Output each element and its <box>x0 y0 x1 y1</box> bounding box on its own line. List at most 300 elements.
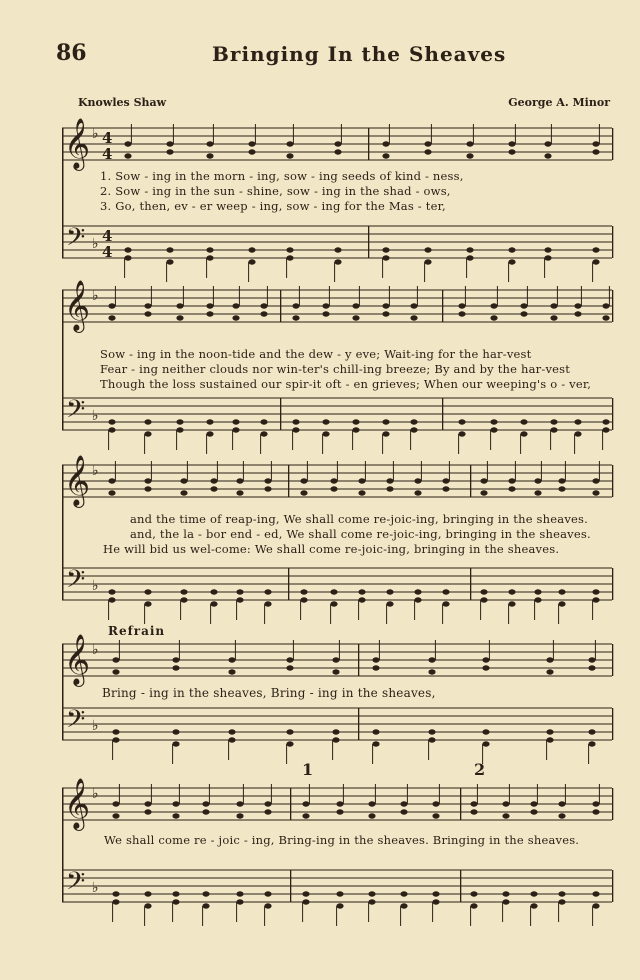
note-head <box>546 737 553 742</box>
note-head <box>144 311 151 316</box>
note-head <box>410 303 417 308</box>
note-head <box>180 597 187 602</box>
treble-clef-icon: 𝄞 <box>64 280 91 331</box>
note-head <box>502 899 509 904</box>
note-head <box>534 589 541 594</box>
note-head <box>358 478 365 483</box>
note-head <box>508 259 515 264</box>
note-head <box>466 153 473 158</box>
note-head <box>228 737 235 742</box>
note-head <box>424 149 431 154</box>
note-head <box>458 431 465 436</box>
bass-clef-icon: 𝄢 <box>66 395 86 430</box>
note-head <box>574 431 581 436</box>
note-head <box>414 478 421 483</box>
note-head <box>176 419 183 424</box>
note-head <box>558 486 565 491</box>
lyricist-credit: Knowles Shaw <box>78 96 167 109</box>
note-head <box>410 419 417 424</box>
note-head <box>470 903 477 908</box>
barline <box>280 398 281 430</box>
verse-3-line-2: Though the loss sustained our spir-it oft - en grieves; When our weeping's o - ver, <box>100 377 592 391</box>
note-head <box>530 903 537 908</box>
note-head <box>172 729 179 734</box>
barline <box>288 465 289 497</box>
note-head <box>574 303 581 308</box>
flat-sign-icon: ♭ <box>92 236 99 252</box>
note-head <box>400 801 407 806</box>
note-head <box>286 141 293 146</box>
note-head <box>112 737 119 742</box>
note-head <box>382 419 389 424</box>
note-head <box>292 419 299 424</box>
barline <box>612 290 613 322</box>
note-head <box>442 601 449 606</box>
treble-clef-icon: 𝄞 <box>64 118 91 169</box>
refrain-line-2: We shall come re - joic - ing, Bring-ing in the sheaves. Bringing in the sheaves. <box>104 833 580 847</box>
note-head <box>372 729 379 734</box>
flat-sign-icon: ♭ <box>92 880 99 896</box>
note-head <box>302 813 309 818</box>
note-head <box>544 247 551 252</box>
note-head <box>480 478 487 483</box>
note-head <box>358 589 365 594</box>
note-head <box>172 899 179 904</box>
note-head <box>544 153 551 158</box>
barline <box>460 788 461 820</box>
treble-clef-icon: 𝄞 <box>64 455 91 506</box>
note-head <box>530 809 537 814</box>
note-head <box>330 486 337 491</box>
note-head <box>144 601 151 606</box>
note-head <box>602 303 609 308</box>
note-head <box>480 589 487 594</box>
note-head <box>508 247 515 252</box>
note-head <box>508 486 515 491</box>
note-head <box>180 490 187 495</box>
note-head <box>592 259 599 264</box>
note-head <box>236 597 243 602</box>
note-head <box>124 153 131 158</box>
note-head <box>144 303 151 308</box>
note-head <box>166 149 173 154</box>
note-head <box>368 899 375 904</box>
note-head <box>428 657 435 662</box>
note-head <box>228 657 235 662</box>
note-head <box>330 601 337 606</box>
note-head <box>558 801 565 806</box>
note-head <box>172 657 179 662</box>
note-head <box>382 247 389 252</box>
treble-clef-icon: 𝄞 <box>64 778 91 829</box>
refrain-label: Refrain <box>108 624 166 638</box>
note-head <box>588 729 595 734</box>
note-head <box>144 809 151 814</box>
note-head <box>232 315 239 320</box>
note-head <box>442 589 449 594</box>
note-head <box>428 729 435 734</box>
note-head <box>210 601 217 606</box>
note-head <box>502 891 509 896</box>
note-head <box>264 601 271 606</box>
note-head <box>206 247 213 252</box>
note-head <box>172 801 179 806</box>
note-head <box>232 419 239 424</box>
note-head <box>108 427 115 432</box>
note-head <box>172 891 179 896</box>
note-head <box>286 741 293 746</box>
barline <box>470 568 471 600</box>
bass-clef-icon: 𝄢 <box>66 223 86 258</box>
note-head <box>334 141 341 146</box>
note-head <box>352 419 359 424</box>
note-head <box>358 490 365 495</box>
note-head <box>546 669 553 674</box>
note-head <box>592 597 599 602</box>
note-head <box>592 247 599 252</box>
flat-sign-icon: ♭ <box>92 786 99 802</box>
note-head <box>176 427 183 432</box>
barline <box>288 568 289 600</box>
note-head <box>508 478 515 483</box>
note-head <box>206 303 213 308</box>
note-head <box>300 589 307 594</box>
barline <box>612 128 613 160</box>
note-head <box>330 478 337 483</box>
note-head <box>428 669 435 674</box>
note-head <box>530 801 537 806</box>
note-head <box>382 303 389 308</box>
note-head <box>210 486 217 491</box>
note-head <box>334 259 341 264</box>
note-head <box>108 315 115 320</box>
note-head <box>386 589 393 594</box>
verse-1-line-1: 1. Sow - ing in the morn - ing, sow - ing seeds of kind - ness, <box>100 169 464 183</box>
note-head <box>466 141 473 146</box>
note-head <box>144 419 151 424</box>
note-head <box>358 597 365 602</box>
note-head <box>206 153 213 158</box>
note-head <box>550 419 557 424</box>
note-head <box>112 669 119 674</box>
note-head <box>264 809 271 814</box>
note-head <box>108 478 115 483</box>
note-head <box>480 597 487 602</box>
note-head <box>144 801 151 806</box>
barline <box>368 128 369 160</box>
note-head <box>424 259 431 264</box>
note-head <box>108 490 115 495</box>
time-signature-top: 4 <box>102 227 113 245</box>
note-head <box>124 247 131 252</box>
note-head <box>574 311 581 316</box>
note-head <box>236 490 243 495</box>
note-head <box>300 478 307 483</box>
barline <box>280 290 281 322</box>
note-head <box>432 801 439 806</box>
barline <box>358 708 359 740</box>
note-head <box>382 141 389 146</box>
note-head <box>236 899 243 904</box>
note-head <box>332 657 339 662</box>
note-head <box>322 431 329 436</box>
barline <box>612 644 613 676</box>
note-head <box>166 141 173 146</box>
flat-sign-icon: ♭ <box>92 126 99 142</box>
barline <box>442 398 443 430</box>
note-head <box>458 303 465 308</box>
note-head <box>322 419 329 424</box>
note-head <box>382 255 389 260</box>
barline <box>612 708 613 740</box>
note-head <box>382 431 389 436</box>
note-head <box>108 597 115 602</box>
flat-sign-icon: ♭ <box>92 408 99 424</box>
note-head <box>372 665 379 670</box>
note-head <box>424 247 431 252</box>
note-head <box>470 891 477 896</box>
note-head <box>232 427 239 432</box>
note-head <box>228 729 235 734</box>
note-head <box>544 255 551 260</box>
note-head <box>260 419 267 424</box>
verse-3-line-1: 3. Go, then, ev - er weep - ing, sow - ing for the Mas - ter, <box>100 199 446 213</box>
note-head <box>264 486 271 491</box>
note-head <box>248 247 255 252</box>
bass-clef-icon: 𝄢 <box>66 867 86 902</box>
composer-credit: George A. Minor <box>508 96 610 109</box>
note-head <box>442 486 449 491</box>
note-head <box>550 427 557 432</box>
note-head <box>144 486 151 491</box>
note-head <box>336 891 343 896</box>
note-head <box>180 589 187 594</box>
note-head <box>592 589 599 594</box>
note-head <box>482 729 489 734</box>
note-head <box>236 813 243 818</box>
note-head <box>300 597 307 602</box>
note-head <box>144 431 151 436</box>
note-head <box>466 247 473 252</box>
note-head <box>302 801 309 806</box>
note-head <box>260 431 267 436</box>
note-head <box>112 891 119 896</box>
note-head <box>558 478 565 483</box>
barline <box>290 870 291 902</box>
note-head <box>172 741 179 746</box>
note-head <box>210 478 217 483</box>
note-head <box>520 311 527 316</box>
note-head <box>558 899 565 904</box>
note-head <box>490 303 497 308</box>
note-head <box>302 891 309 896</box>
note-head <box>530 891 537 896</box>
note-head <box>228 669 235 674</box>
verse-2-line-1: 2. Sow - ing in the sun - shine, sow - ing in the shad - ows, <box>100 184 451 198</box>
first-ending-mark: 1 <box>302 760 314 779</box>
note-head <box>592 801 599 806</box>
barline <box>470 465 471 497</box>
note-head <box>286 665 293 670</box>
note-head <box>206 311 213 316</box>
note-head <box>602 315 609 320</box>
note-head <box>592 903 599 908</box>
note-head <box>382 153 389 158</box>
note-head <box>482 741 489 746</box>
note-head <box>414 490 421 495</box>
note-head <box>248 141 255 146</box>
note-head <box>206 141 213 146</box>
note-head <box>602 419 609 424</box>
note-head <box>490 315 497 320</box>
note-head <box>458 419 465 424</box>
note-head <box>558 601 565 606</box>
note-head <box>588 741 595 746</box>
note-head <box>558 891 565 896</box>
note-head <box>248 149 255 154</box>
note-head <box>202 801 209 806</box>
barline <box>290 788 291 820</box>
note-head <box>386 478 393 483</box>
note-head <box>124 141 131 146</box>
note-head <box>206 419 213 424</box>
note-head <box>236 478 243 483</box>
barline <box>612 226 613 258</box>
verse-1-line-3: and the time of reap-ing, We shall come re-joic-ing, bringing in the sheaves. <box>130 512 588 526</box>
note-head <box>144 903 151 908</box>
flat-sign-icon: ♭ <box>92 463 99 479</box>
note-head <box>330 589 337 594</box>
bass-clef-icon: 𝄢 <box>66 565 86 600</box>
bass-clef-icon: 𝄢 <box>66 705 86 740</box>
note-head <box>414 589 421 594</box>
note-head <box>248 259 255 264</box>
note-head <box>108 303 115 308</box>
verse-1-line-2: Sow - ing in the noon-tide and the dew - y eve; Wait-ing for the har-vest <box>100 347 532 361</box>
note-head <box>236 589 243 594</box>
note-head <box>546 729 553 734</box>
barline <box>612 398 613 430</box>
note-head <box>264 891 271 896</box>
note-head <box>592 490 599 495</box>
note-head <box>490 419 497 424</box>
verse-2-line-3: and, the la - bor end - ed, We shall come re-joic-ing, bringing in the sheaves. <box>130 527 591 541</box>
note-head <box>202 891 209 896</box>
note-head <box>286 657 293 662</box>
note-head <box>592 141 599 146</box>
barline <box>612 465 613 497</box>
note-head <box>432 899 439 904</box>
page-number: 86 <box>56 40 87 66</box>
barline <box>460 870 461 902</box>
note-head <box>236 891 243 896</box>
note-head <box>334 247 341 252</box>
note-head <box>382 311 389 316</box>
note-head <box>260 303 267 308</box>
note-head <box>368 813 375 818</box>
note-head <box>302 899 309 904</box>
note-head <box>534 597 541 602</box>
note-head <box>428 737 435 742</box>
note-head <box>520 431 527 436</box>
note-head <box>172 813 179 818</box>
note-head <box>176 303 183 308</box>
note-head <box>124 255 131 260</box>
note-head <box>352 427 359 432</box>
note-head <box>508 601 515 606</box>
note-head <box>592 149 599 154</box>
note-head <box>232 303 239 308</box>
time-signature-bottom: 4 <box>102 243 113 261</box>
note-head <box>410 427 417 432</box>
note-head <box>260 311 267 316</box>
note-head <box>144 891 151 896</box>
note-head <box>112 813 119 818</box>
note-head <box>368 891 375 896</box>
second-ending-mark: 2 <box>474 760 486 779</box>
note-head <box>286 247 293 252</box>
note-head <box>470 801 477 806</box>
barline <box>442 290 443 322</box>
note-head <box>332 729 339 734</box>
note-head <box>508 149 515 154</box>
note-head <box>432 891 439 896</box>
note-head <box>336 903 343 908</box>
note-head <box>166 247 173 252</box>
note-head <box>482 657 489 662</box>
flat-sign-icon: ♭ <box>92 288 99 304</box>
note-head <box>502 801 509 806</box>
note-head <box>372 741 379 746</box>
time-signature-bottom: 4 <box>102 145 113 163</box>
note-head <box>202 903 209 908</box>
note-head <box>372 657 379 662</box>
note-head <box>292 303 299 308</box>
note-head <box>264 589 271 594</box>
verse-2-line-2: Fear - ing neither clouds nor win-ter's chill-ing breeze; By and by the har-vest <box>100 362 571 376</box>
note-head <box>550 303 557 308</box>
hymn-title: Bringing In the Sheaves <box>212 42 507 66</box>
note-head <box>400 903 407 908</box>
note-head <box>172 665 179 670</box>
note-head <box>236 801 243 806</box>
note-head <box>144 589 151 594</box>
note-head <box>264 478 271 483</box>
note-head <box>546 657 553 662</box>
note-head <box>592 809 599 814</box>
note-head <box>286 729 293 734</box>
note-head <box>166 259 173 264</box>
note-head <box>112 729 119 734</box>
treble-clef-icon: 𝄞 <box>64 634 91 685</box>
note-head <box>180 478 187 483</box>
flat-sign-icon: ♭ <box>92 718 99 734</box>
note-head <box>336 801 343 806</box>
note-head <box>206 255 213 260</box>
note-head <box>264 801 271 806</box>
note-head <box>286 153 293 158</box>
note-head <box>550 315 557 320</box>
note-head <box>544 141 551 146</box>
barline <box>612 568 613 600</box>
barline <box>612 788 613 820</box>
note-head <box>490 427 497 432</box>
note-head <box>470 809 477 814</box>
note-head <box>112 801 119 806</box>
note-head <box>210 589 217 594</box>
note-head <box>292 315 299 320</box>
note-head <box>588 665 595 670</box>
